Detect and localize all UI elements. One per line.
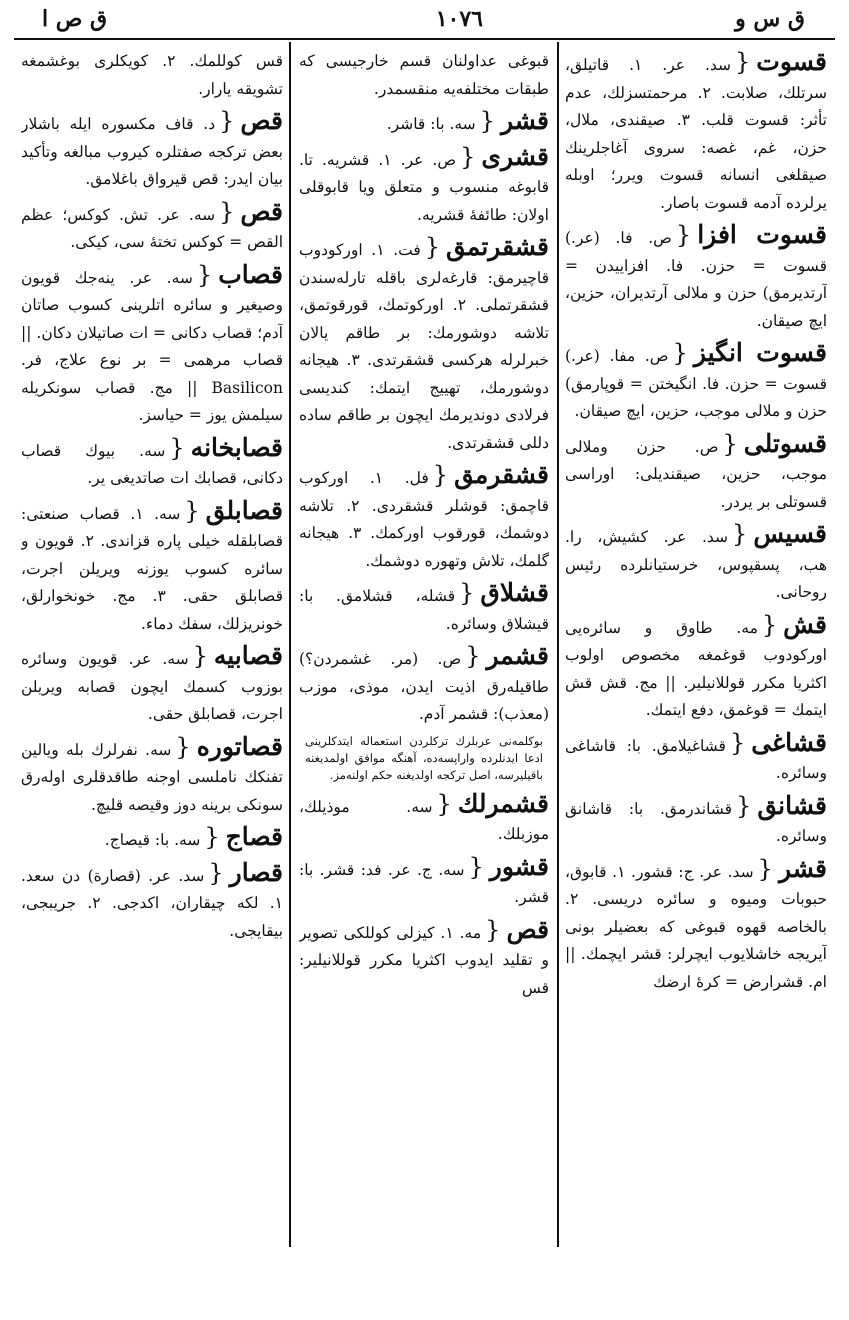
dictionary-entry (21, 642, 283, 729)
middle-column (299, 48, 549, 1243)
brace-mark: { (219, 107, 235, 135)
headword: قشرى (481, 141, 549, 171)
definition-text: سه. موذيلك، موزبلك. (299, 797, 549, 843)
dictionary-entry (299, 48, 549, 103)
brace-mark: { (208, 858, 224, 887)
headword: قصاج (225, 822, 283, 851)
brace-mark: { (465, 642, 481, 670)
dictionary-entry (299, 233, 549, 457)
definition-text: سد. عر. (قصارة) دن سعد. ١. لكه چيقاران، اكدجى. ٢. جريبجى، بيقايجى. (21, 866, 283, 940)
left-column (21, 48, 283, 1243)
brace-mark: { (219, 197, 235, 226)
brace-mark: { (479, 107, 495, 135)
headword: قشاغى (751, 727, 827, 757)
dictionary-entry (299, 642, 549, 729)
brace-mark: { (424, 233, 441, 261)
definition-text: ص. مفا. (عر.) قسوت = حزن. فا. انگيختن = قوپارمق) حزن و ملالى موجب، حزين، ايچ صيقان. (565, 347, 827, 420)
headword: قسوت انگيز (693, 338, 827, 367)
headword: قصار (229, 857, 283, 887)
dictionary-entry (299, 853, 549, 912)
definition-text: مه. طاوق و سائره‌يى اوركودوب قوغمغه مخصوص اولوب اكثريا مكرر قوللانيلير. || مج. قش قش ايتمك = قوغمق، دفع ايتمك. (565, 618, 827, 719)
brace-mark: { (468, 852, 484, 881)
brace-mark: { (729, 728, 746, 757)
headword: قشمر (486, 641, 549, 670)
dictionary-entry (565, 48, 827, 217)
definition-text: سه. ج. عر. فد: قشر. با: قشر. (299, 860, 549, 906)
dictionary-entry (299, 461, 549, 575)
definition-text: سد. عر. كشيش، را. هب، پسقپوس، خرستيانلرده رئيس روحانى. (565, 528, 827, 601)
brace-mark: { (757, 854, 773, 883)
dictionary-entry (21, 434, 283, 493)
definition-text: بوكلمه‌نى عربلرك تركلردن استعماله ايتدكلرينى ادعا ايدنلرده واراپسه‌ده، آهنگه موافق اولمديغنه باقيليرسه، اصل تركجه اولديغنه حكم اولنه‌مز. (305, 733, 543, 782)
brace-mark: { (175, 732, 191, 761)
headword: قص (240, 106, 283, 135)
headword: قصاتوره (196, 731, 283, 761)
brace-mark: { (736, 791, 752, 820)
headword: قشقرمق (454, 460, 549, 489)
definition-text: سه. ١. قصاب صنعتى: قصابلقله خيلى پاره قزاندى. ٢. قويون و سائره كسوب يوزنه ويريلن اجرت، قصابلق حقى. ٣. مج. خونخوارلق، خونريزلك، سفك دماء. (21, 504, 283, 633)
brace-mark: { (675, 221, 692, 249)
dictionary-entry (299, 579, 549, 638)
definition-text: قشاندرمق. با: قاشانق وسائره. (565, 799, 827, 845)
headword: قصابيه (213, 641, 283, 670)
headword: قصابلق (205, 495, 283, 525)
definition-text: سد. عر. ١. قاتيلق، سرتلك، صلابت. ٢. مرحمتسزلك، عدم تأثر: قسوت قلب. ٣. صيقندى، ملال، حزن، غم، غصه: سروى آغاجلرينك صيقلغى انسانه قسوت ويرر؛ اوبله يرلرده آدمه قسوت باصار. (565, 56, 827, 212)
definition-text: سه. با: قيصاج. (104, 831, 201, 849)
brace-mark: { (196, 260, 213, 289)
dictionary-entry (21, 497, 283, 639)
definition-text: قبوغى عداولنان قسم خارجيسى كه طبقات مختلفه‌يه منقسمدر. (299, 52, 549, 98)
definition-text: سد. عر. ج: قشور. ١. قابوق، حبوبات وميوه و سائره دريسى. ٢. بالخاصه قهوه قبوغى كه بعضيلر بونى آيريجه خاشلايوب ايچرلر: قشر ايچمك. || ام. قشرارض = كرهٔ ارضك (565, 862, 827, 991)
headword: قشانق (757, 790, 827, 820)
brace-mark: { (436, 789, 452, 818)
headword: قسوت افزا (697, 220, 827, 249)
dictionary-entry (565, 611, 827, 725)
dictionary-entry (21, 198, 283, 257)
dictionary-page (14, 0, 835, 1250)
headword: قسوت (756, 48, 827, 76)
brace-mark: { (204, 823, 220, 851)
brace-mark: { (459, 579, 475, 607)
dictionary-entry (565, 221, 827, 335)
definition-text: مه. ١. كيزلى كوللكى تصوير و تقليد ايدوب اكثريا مكرر قوللانيلير: قس (299, 923, 549, 997)
headword: قشلاق (480, 578, 549, 607)
definition-text: ص. فا. (عر.) قسوت = حزن. فا. افزاييدن = آرتديرمق) حزن و ملالى آرتديران، حزين، ايچ صيقان. (565, 229, 827, 330)
dictionary-entry (21, 48, 283, 103)
dictionary-entry (21, 823, 283, 855)
definition-text: سه. بيوك قصاب دكانى، قصابك ات صاتديغى ير. (21, 441, 283, 487)
headword: قسيس (753, 519, 827, 548)
dictionary-entry (565, 792, 827, 851)
dictionary-entry (299, 790, 549, 849)
definition-text: سه. عر. تش. كوكس؛ عظم القص = كوكس تختهٔ سى، كيكى. (21, 205, 283, 251)
definition-text: ص. حزن وملالى موجب، حزين، صيقنديلى: اوراسى قسوتلى بر يردر. (565, 437, 827, 511)
headword: قصابخانه (190, 432, 283, 462)
brace-mark: { (485, 915, 501, 944)
column-divider (557, 42, 559, 1247)
brace-mark: { (761, 610, 778, 639)
dictionary-entry (299, 143, 549, 230)
brace-mark: { (672, 339, 688, 367)
dictionary-entry (21, 859, 283, 946)
column-divider (289, 42, 291, 1247)
headword: قشقرتمق (446, 232, 549, 261)
headword: قص (240, 196, 283, 226)
dictionary-entry (565, 430, 827, 517)
dictionary-entry (21, 261, 283, 430)
brace-mark: { (732, 520, 748, 548)
headword: قش (783, 609, 827, 639)
brace-mark: { (184, 496, 200, 525)
dictionary-entry (299, 916, 549, 1003)
headword: قص (506, 914, 549, 944)
dictionary-entry (565, 729, 827, 788)
brace-mark: { (735, 48, 751, 76)
definition-text: سه. با: قاشر. (386, 115, 476, 133)
headword: قسوتلى (743, 428, 827, 458)
headword: قشور (489, 851, 549, 881)
usage-note (305, 733, 543, 784)
header-left-guide-word: ق ص ا (42, 6, 108, 32)
brace-mark: { (432, 461, 449, 489)
definition-text: فت. ١. اوركودوب قاچيرمق: قارغه‌لرى باقله تارله‌سندن قشقرتملى. ٢. اوركوتمك، قورقوتمق، تلاشه دوشورمك: بر طاقم يالان خبرلرله هركسى قشقرتدى. ٣. هيجانه دوشورمك، تهييج ايتمك: كنديسى فرلادى دونديرمك ايچون بر طاقم ساده دللى قشقرتدى. (299, 241, 549, 452)
dictionary-entry (299, 107, 549, 139)
right-column (565, 48, 827, 1243)
brace-mark: { (722, 429, 738, 458)
headword: قصاب (218, 259, 283, 289)
definition-text: سه. عر. ينه‌جك قويون وصيغير و سائره اتلرينى كسوب صاتان آدم؛ قصاب دكانى = ات صاتيلان دكان. || قصاب مرهمى = بر نوع علاج، فر. Basilicon || مج. قصاب سونكريله سيلمش يوز = حياسز. (21, 268, 283, 424)
dictionary-entry (565, 520, 827, 607)
page-number: ١٠٧٦ (435, 6, 483, 32)
brace-mark: { (169, 433, 185, 462)
definition-text: قشاغيلامق. با: قاشاغى وسائره. (565, 736, 827, 782)
definition-text: د. قاف مكسوره ايله باشلار بعض تركجه صفتلره كيروب مبالغه وتأكيد بيان ايدر: قص قيرواق باغلامق. (21, 115, 283, 188)
dictionary-entry (21, 107, 283, 194)
definition-text: ص. عر. ١. قشريه. تا. قابوغه منسوب و متعلق ويا قابوقلى اولان: طائفهٔ قشريه. (299, 150, 549, 224)
definition-text: ص. (مر. غشمردن؟) طاقيله‌رق اذيت ايدن، موذى، موزب (معذب): قشمر آدم. (299, 650, 549, 723)
definition-text: قشله، قشلامق. با: قيشلاق وسائره. (299, 587, 549, 633)
headword: قشر (778, 853, 827, 883)
page-header (14, 0, 835, 40)
dictionary-entry (21, 733, 283, 820)
brace-mark: { (192, 642, 208, 670)
definition-text: سه. نفرلرك بله ويالين تفنكك ناملسى اوجنه طاقدقلرى اوله‌رق سونكى برينه دوز وقيصه قليچ. (21, 740, 283, 814)
dictionary-entry (565, 855, 827, 997)
brace-mark: { (460, 142, 476, 171)
headword: قشمرلك (457, 788, 549, 818)
header-right-guide-word: ق س و (735, 6, 805, 32)
definition-text: سه. عر. قويون وسائره بوزوب كسمك ايچون قصابه ويريلن اجرت، قصابلق حقى. (21, 650, 283, 723)
headword: قشر (500, 106, 549, 135)
definition-text: فل. ١. اوركوب قاچمق: قوشلر قشقردى. ٢. تلاشه دوشمك، قورقوب اوركمك. ٣. هيجانه گلمك، تلاش وتهوره دوشمك. (299, 469, 549, 570)
dictionary-entry (565, 339, 827, 426)
definition-text: قس كوللمك. ٢. كويكلرى بوغشمغه تشويقه يارار. (21, 52, 283, 98)
